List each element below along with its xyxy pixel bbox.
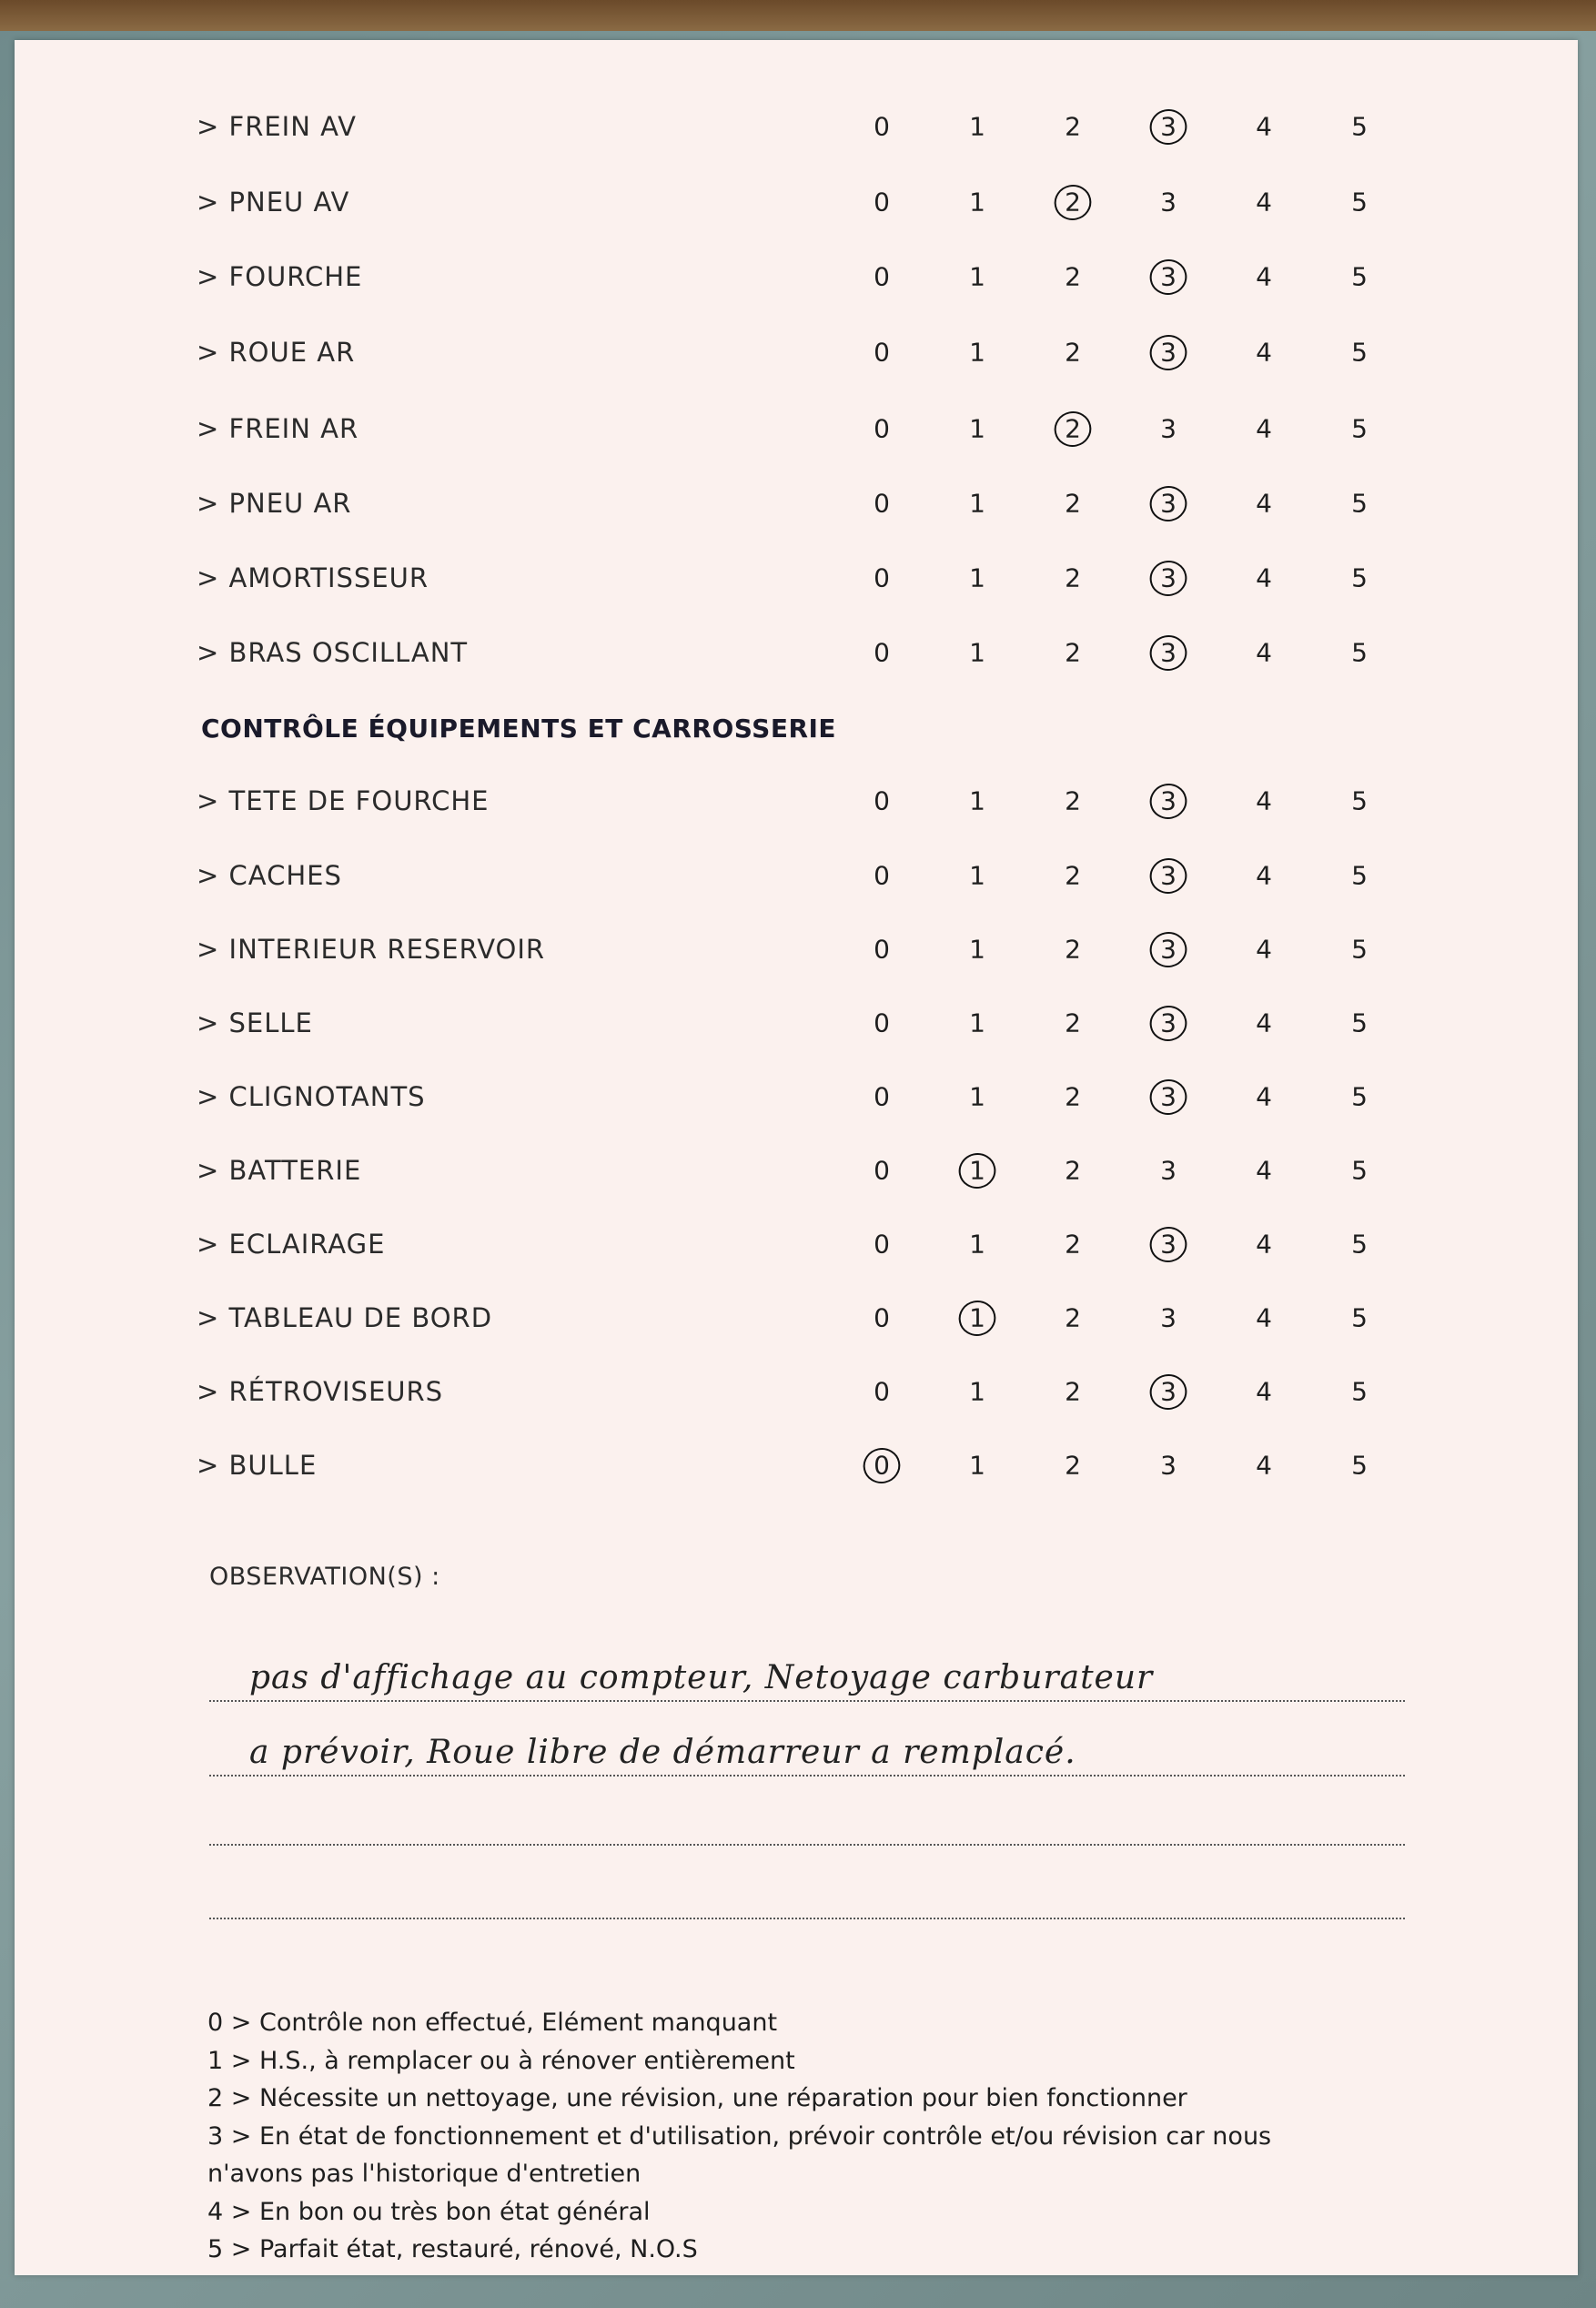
observation-line-2 <box>209 1734 1405 1777</box>
rating-option: 0 <box>874 785 890 816</box>
observations-label: OBSERVATION(S) : <box>209 1563 440 1591</box>
rating-option: 0 <box>874 337 890 368</box>
rating-option: 0 <box>874 111 890 142</box>
rating-option: 2 <box>1065 562 1081 593</box>
rating-option: 4 <box>1256 1376 1272 1407</box>
rating-option: 5 <box>1351 1229 1368 1260</box>
rating-option: 2 <box>1065 488 1081 519</box>
rating-option: 2 <box>1065 1376 1081 1407</box>
inspection-row <box>15 1143 1578 1198</box>
rating-option: 0 <box>874 1376 890 1407</box>
rating-option: 5 <box>1351 1302 1368 1333</box>
legend-line: 1 > H.S., à remplacer ou à rénover entièrement <box>207 2046 795 2075</box>
inspection-row <box>15 848 1578 903</box>
section-title-equipements: CONTRÔLE ÉQUIPEMENTS ET CARROSSERIE <box>201 714 837 744</box>
rating-option: 0 <box>874 562 890 593</box>
rating-option: 0 <box>874 1081 890 1112</box>
inspection-row <box>15 922 1578 977</box>
inspection-item-label: > TETE DE FOURCHE <box>197 785 490 816</box>
rating-option: 0 <box>874 1007 890 1038</box>
selected-rating: 3 <box>1150 338 1187 368</box>
inspection-item-label: > CLIGNOTANTS <box>197 1081 426 1112</box>
inspection-row <box>15 325 1578 380</box>
rating-legend <box>207 2004 1390 2269</box>
rating-option: 4 <box>1256 1081 1272 1112</box>
rating-option: 2 <box>1065 1302 1081 1333</box>
selected-rating: 3 <box>1150 563 1187 593</box>
rating-option: 4 <box>1256 111 1272 142</box>
inspection-item-label: > ROUE AR <box>197 337 356 368</box>
inspection-row <box>15 1291 1578 1345</box>
rating-option: 1 <box>969 860 985 891</box>
rating-option: 1 <box>969 637 985 668</box>
rating-option: 2 <box>1065 337 1081 368</box>
selected-rating: 2 <box>1055 414 1091 444</box>
rating-option: 4 <box>1256 261 1272 292</box>
legend-line: 0 > Contrôle non effectué, Elément manquant <box>207 2009 778 2037</box>
rating-option: 5 <box>1351 488 1368 519</box>
inspection-item-label: > AMORTISSEUR <box>197 562 429 593</box>
inspection-item-label: > ECLAIRAGE <box>197 1229 386 1260</box>
rating-option: 2 <box>1065 637 1081 668</box>
selected-rating: 3 <box>1150 489 1187 519</box>
inspection-row <box>15 774 1578 828</box>
rating-option: 0 <box>874 1155 890 1186</box>
selected-rating: 2 <box>1055 187 1091 218</box>
inspection-item-label: > FOURCHE <box>197 261 363 292</box>
rating-option: 2 <box>1065 1007 1081 1038</box>
inspection-row <box>15 249 1578 304</box>
observation-line-4 <box>209 1881 1405 1919</box>
rating-option: 4 <box>1256 1007 1272 1038</box>
rating-option: 1 <box>969 187 985 218</box>
rating-option: 1 <box>969 1007 985 1038</box>
rating-option: 4 <box>1256 1155 1272 1186</box>
selected-rating: 3 <box>1150 112 1187 142</box>
selected-rating: 0 <box>864 1451 900 1481</box>
rating-option: 1 <box>969 934 985 965</box>
background-table-edge <box>0 0 1596 31</box>
inspection-row <box>15 1217 1578 1271</box>
rating-option: 4 <box>1256 1229 1272 1260</box>
inspection-item-label: > BRAS OSCILLANT <box>197 637 469 668</box>
inspection-row <box>15 625 1578 680</box>
inspection-item-label: > PNEU AR <box>197 488 352 519</box>
rating-option: 5 <box>1351 637 1368 668</box>
rating-option: 2 <box>1065 1081 1081 1112</box>
selected-rating: 3 <box>1150 861 1187 891</box>
inspection-item-label: > PNEU AV <box>197 187 350 218</box>
selected-rating: 3 <box>1150 1377 1187 1407</box>
rating-option: 5 <box>1351 934 1368 965</box>
observation-line-1 <box>209 1659 1405 1702</box>
inspection-sheet <box>15 40 1578 2275</box>
inspection-row <box>15 1438 1578 1493</box>
rating-option: 5 <box>1351 1155 1368 1186</box>
legend-line: 5 > Parfait état, restauré, rénové, N.O.S <box>207 2235 698 2263</box>
selected-rating: 3 <box>1150 1082 1187 1112</box>
rating-option: 1 <box>969 111 985 142</box>
rating-option: 1 <box>969 785 985 816</box>
legend-line: n'avons pas l'historique d'entretien <box>207 2160 641 2188</box>
rating-option: 4 <box>1256 860 1272 891</box>
rating-option: 4 <box>1256 785 1272 816</box>
rating-option: 4 <box>1256 637 1272 668</box>
rating-option: 4 <box>1256 488 1272 519</box>
selected-rating: 3 <box>1150 1230 1187 1260</box>
rating-option: 2 <box>1065 1450 1081 1481</box>
inspection-item-label: > FREIN AR <box>197 413 359 444</box>
rating-option: 4 <box>1256 337 1272 368</box>
rating-option: 4 <box>1256 187 1272 218</box>
inspection-item-label: > TABLEAU DE BORD <box>197 1302 493 1333</box>
inspection-row <box>15 476 1578 531</box>
inspection-row <box>15 996 1578 1050</box>
inspection-item-label: > SELLE <box>197 1007 313 1038</box>
inspection-row <box>15 1364 1578 1419</box>
rating-option: 0 <box>874 261 890 292</box>
rating-option: 3 <box>1160 1450 1177 1481</box>
selected-rating: 3 <box>1150 935 1187 965</box>
rating-option: 4 <box>1256 934 1272 965</box>
rating-option: 0 <box>874 860 890 891</box>
rating-option: 5 <box>1351 413 1368 444</box>
rating-option: 5 <box>1351 860 1368 891</box>
rating-option: 0 <box>874 1302 890 1333</box>
rating-option: 1 <box>969 413 985 444</box>
rating-option: 2 <box>1065 1229 1081 1260</box>
rating-option: 1 <box>969 1229 985 1260</box>
rating-option: 5 <box>1351 337 1368 368</box>
inspection-item-label: > RÉTROVISEURS <box>197 1376 444 1407</box>
rating-option: 5 <box>1351 562 1368 593</box>
legend-line: 2 > Nécessite un nettoyage, une révision, une réparation pour bien fonctionner <box>207 2084 1187 2112</box>
legend-line: 4 > En bon ou très bon état général <box>207 2197 651 2226</box>
rating-option: 0 <box>874 934 890 965</box>
rating-option: 1 <box>969 1081 985 1112</box>
selected-rating: 3 <box>1150 638 1187 668</box>
rating-option: 5 <box>1351 1376 1368 1407</box>
selected-rating: 3 <box>1150 786 1187 816</box>
rating-option: 1 <box>969 562 985 593</box>
observation-handwriting-1: pas d'affichage au compteur, Netoyage carburateur <box>249 1659 1154 1696</box>
legend-line: 3 > En état de fonctionnement et d'utilisation, prévoir contrôle et/ou révision car nous <box>207 2121 1272 2151</box>
rating-option: 3 <box>1160 1155 1177 1186</box>
rating-option: 2 <box>1065 934 1081 965</box>
inspection-row <box>15 551 1578 605</box>
inspection-row <box>15 401 1578 456</box>
rating-option: 1 <box>969 261 985 292</box>
rating-option: 0 <box>874 488 890 519</box>
rating-option: 4 <box>1256 1450 1272 1481</box>
rating-option: 5 <box>1351 1081 1368 1112</box>
rating-option: 0 <box>874 413 890 444</box>
rating-option: 2 <box>1065 860 1081 891</box>
rating-option: 1 <box>969 1376 985 1407</box>
rating-option: 5 <box>1351 261 1368 292</box>
rating-option: 0 <box>874 637 890 668</box>
inspection-row <box>15 175 1578 229</box>
rating-option: 0 <box>874 1229 890 1260</box>
inspection-item-label: > FREIN AV <box>197 111 357 142</box>
rating-option: 3 <box>1160 1302 1177 1333</box>
inspection-item-label: > INTERIEUR RESERVOIR <box>197 934 546 965</box>
rating-option: 2 <box>1065 111 1081 142</box>
rating-option: 1 <box>969 1450 985 1481</box>
rating-option: 3 <box>1160 413 1177 444</box>
inspection-item-label: > BATTERIE <box>197 1155 362 1186</box>
rating-option: 1 <box>969 488 985 519</box>
rating-option: 5 <box>1351 187 1368 218</box>
rating-option: 2 <box>1065 785 1081 816</box>
rating-option: 5 <box>1351 785 1368 816</box>
rating-option: 4 <box>1256 413 1272 444</box>
selected-rating: 3 <box>1150 1008 1187 1038</box>
rating-option: 5 <box>1351 1450 1368 1481</box>
selected-rating: 1 <box>959 1303 995 1333</box>
rating-option: 1 <box>969 337 985 368</box>
rating-option: 4 <box>1256 1302 1272 1333</box>
rating-option: 2 <box>1065 1155 1081 1186</box>
rating-option: 4 <box>1256 562 1272 593</box>
observation-line-3 <box>209 1807 1405 1846</box>
inspection-item-label: > CACHES <box>197 860 342 891</box>
observation-handwriting-2: a prévoir, Roue libre de démarreur a remplacé. <box>249 1734 1076 1771</box>
rating-option: 5 <box>1351 1007 1368 1038</box>
selected-rating: 3 <box>1150 262 1187 292</box>
rating-option: 3 <box>1160 187 1177 218</box>
rating-option: 2 <box>1065 261 1081 292</box>
rating-option: 0 <box>874 187 890 218</box>
rating-option: 5 <box>1351 111 1368 142</box>
inspection-item-label: > BULLE <box>197 1450 318 1481</box>
selected-rating: 1 <box>959 1156 995 1186</box>
inspection-row <box>15 1069 1578 1124</box>
inspection-row <box>15 99 1578 154</box>
